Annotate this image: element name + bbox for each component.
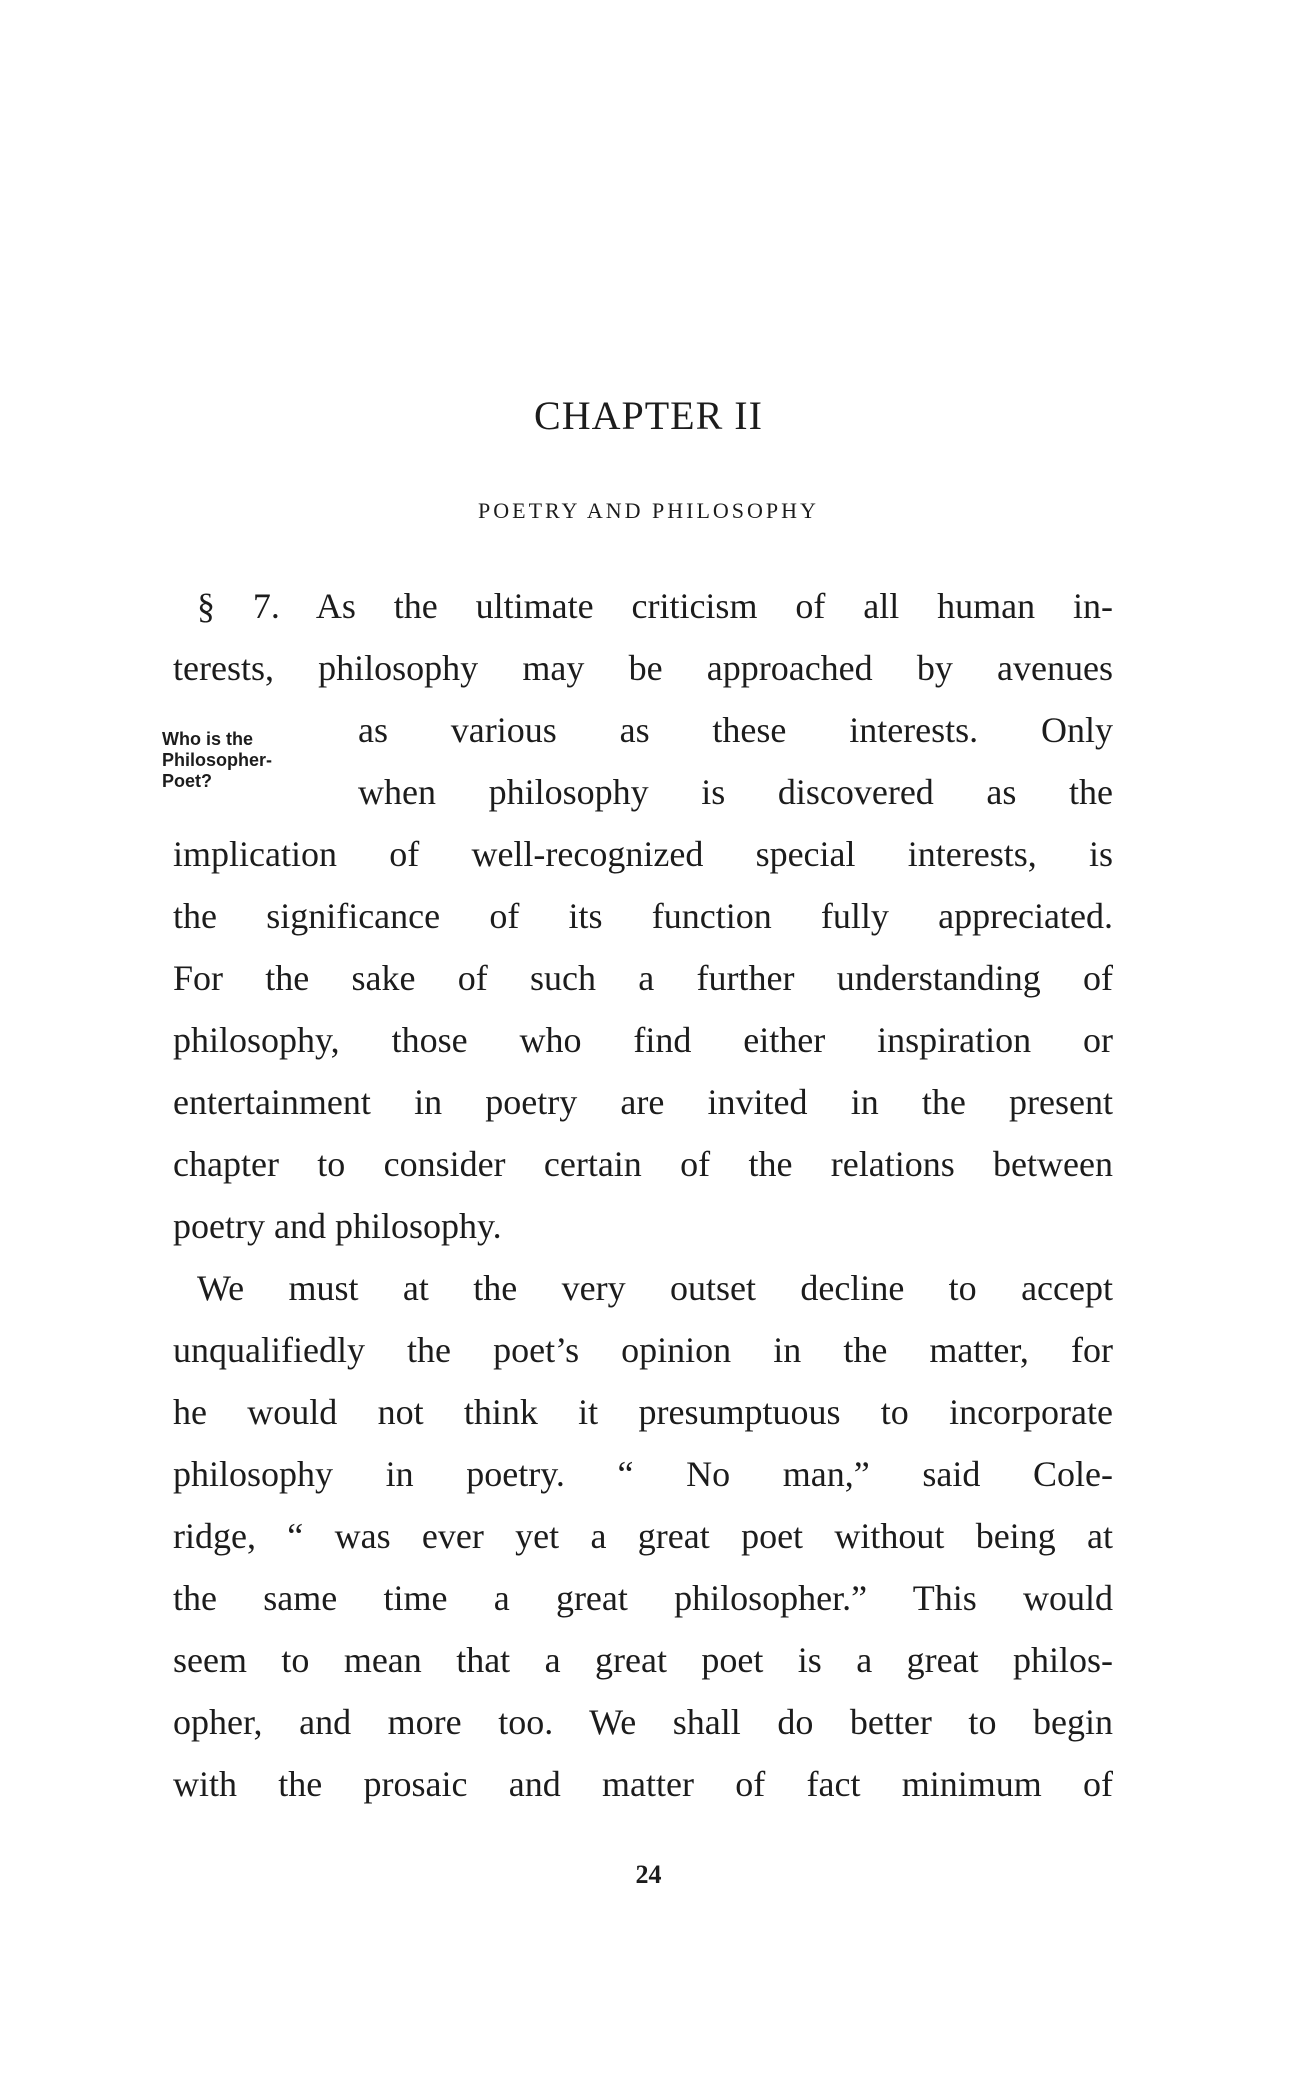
body-line: the significance of its function fully appreciated. — [173, 896, 1113, 936]
body-line: terests, philosophy may be approached by avenues — [173, 648, 1113, 688]
body-line: entertainment in poetry are invited in the present — [173, 1082, 1113, 1122]
body-line: philosophy, those who find either inspiration or — [173, 1020, 1113, 1060]
chapter-subtitle: POETRY AND PHILOSOPHY — [478, 498, 819, 523]
chapter-title: CHAPTER II — [534, 393, 763, 438]
body-line: unqualifiedly the poet’s opinion in the matter, for — [173, 1330, 1113, 1370]
body-line: the same time a great philosopher.” This would — [173, 1578, 1113, 1618]
body-line: § 7. As the ultimate criticism of all human in- — [197, 586, 1113, 626]
body-line: philosophy in poetry. “ No man,” said Cole- — [173, 1454, 1113, 1494]
body-line: poetry and philosophy. — [173, 1206, 502, 1246]
page-number: 24 — [635, 1860, 662, 1889]
marginal-note-line: Poet? — [162, 771, 213, 791]
marginal-note-line: Philosopher- — [162, 750, 273, 770]
body-line: chapter to consider certain of the relations between — [173, 1144, 1113, 1184]
body-line: opher, and more too. We shall do better to begin — [173, 1702, 1113, 1742]
body-line: with the prosaic and matter of fact minimum of — [173, 1764, 1113, 1804]
marginal-note-line: Who is the — [162, 729, 253, 749]
body-line: seem to mean that a great poet is a great philos- — [173, 1640, 1113, 1680]
body-line: We must at the very outset decline to accept — [197, 1268, 1113, 1308]
body-line: as various as these interests. Only — [358, 710, 1113, 750]
body-line: he would not think it presumptuous to incorporate — [173, 1392, 1113, 1432]
body-line: implication of well-recognized special interests, is — [173, 834, 1113, 874]
body-line: For the sake of such a further understanding of — [173, 958, 1113, 998]
body-line: ridge, “ was ever yet a great poet without being at — [173, 1516, 1113, 1556]
body-line: when philosophy is discovered as the — [358, 772, 1113, 812]
marginal-note — [162, 729, 272, 792]
